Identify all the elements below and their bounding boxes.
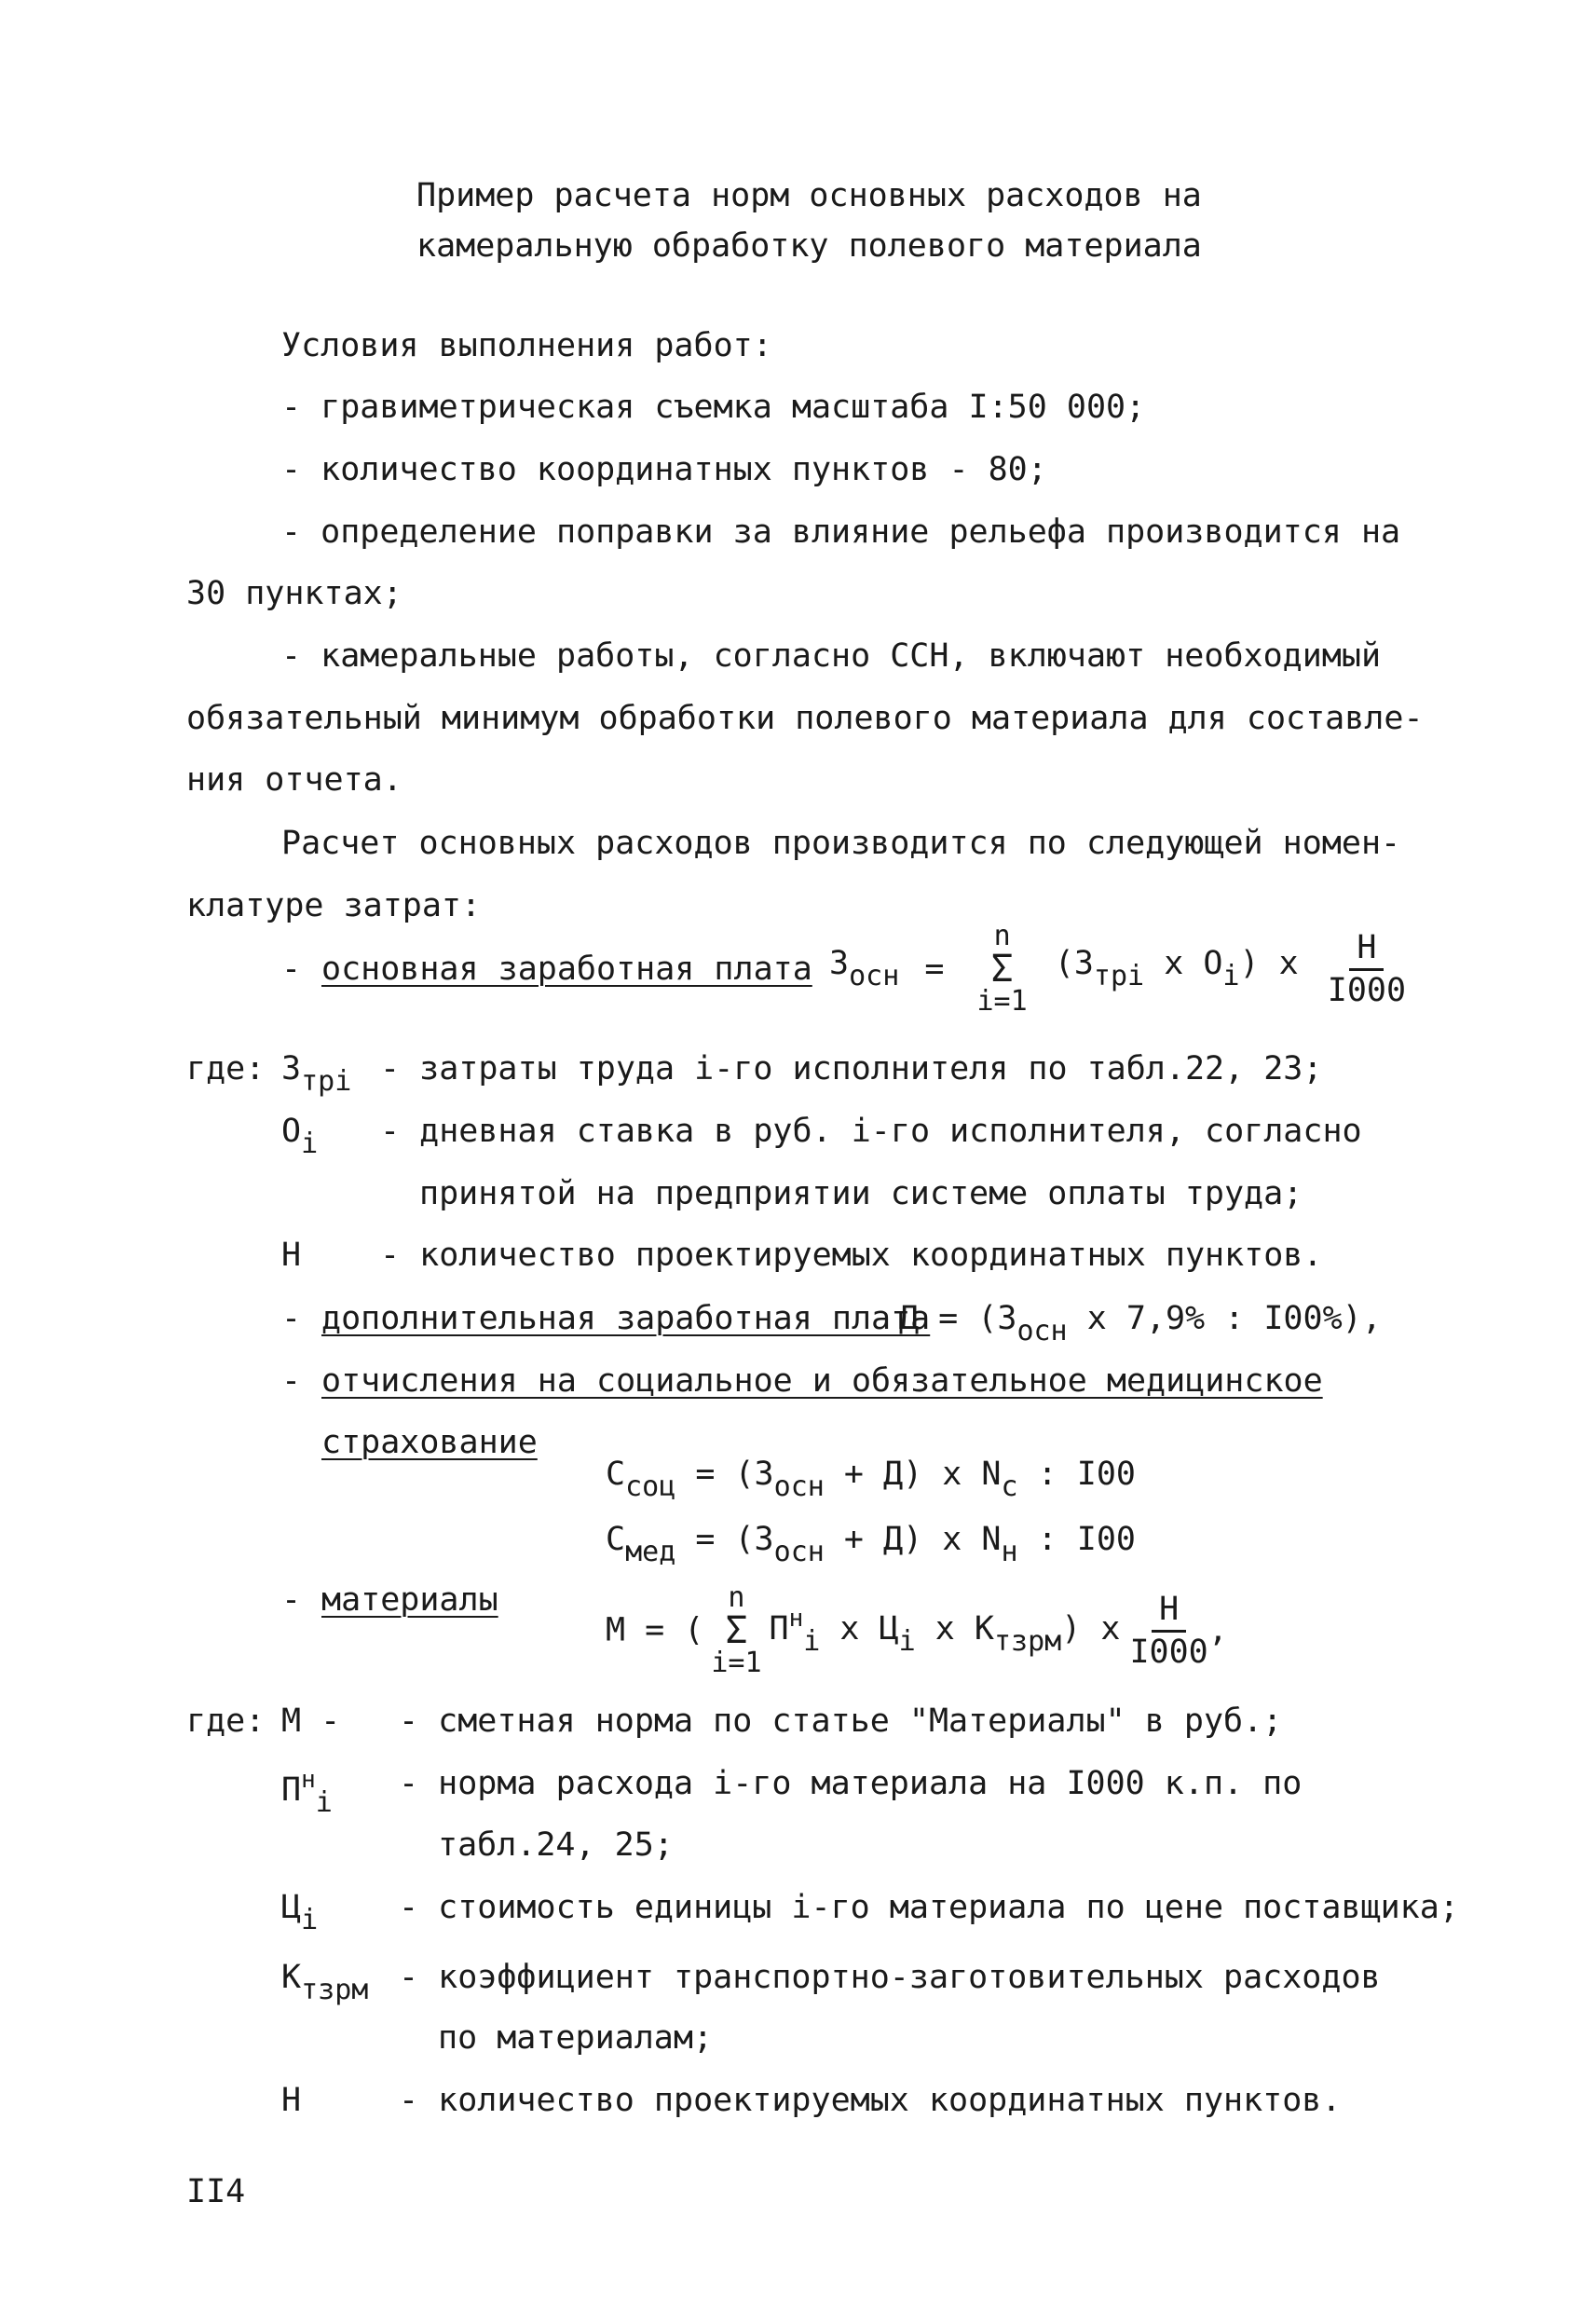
salary-dash: -	[281, 950, 302, 988]
calc-intro-line-2: клатуре затрат:	[186, 887, 482, 924]
where2-h-text: - количество проектируемых координатных пунктов.	[399, 2082, 1342, 2119]
conditions-heading: Условия выполнения работ:	[281, 327, 772, 364]
salary-term: (Зтрi х Оi) х	[1054, 945, 1299, 992]
where2-m-symbol: М -	[281, 1702, 341, 1740]
where2-m-text: - сметная норма по статье "Материалы" в руб.;	[399, 1702, 1283, 1740]
condition-item-3-line-2: 30 пунктах;	[186, 575, 402, 612]
condition-item-2: - количество координатных пунктов - 80;	[281, 451, 1047, 488]
sigma-icon: n Σ i=1	[711, 1581, 762, 1679]
extra-label: дополнительная заработная плата	[321, 1300, 931, 1337]
where2-c-symbol: Цi	[281, 1889, 319, 1936]
where1-o-text-2: принятой на предприятии системе оплаты труда;	[419, 1175, 1303, 1212]
condition-item-1: - гравиметрическая съемка масштаба I:50 000;	[281, 389, 1146, 426]
where1-z-symbol: Зтрi	[281, 1050, 352, 1098]
title-line-1: Пример расчета норм основных расходов на	[416, 177, 1202, 214]
social-formula-2: Смед = (Зосн + Д) х Nн : I00	[606, 1521, 1136, 1568]
where2-p-text-2: табл.24, 25;	[438, 1826, 674, 1864]
social-formula-1: Ссоц = (Зосн + Д) х Nс : I00	[606, 1456, 1136, 1503]
title-line-2: камеральную обработку полевого материала	[416, 227, 1202, 265]
condition-item-3-line-1: - определение поправки за влияние рельефа производится на	[281, 513, 1401, 551]
where2-p-text: - норма расхода i-го материала на I000 к.п. по	[399, 1765, 1303, 1802]
where1-h-symbol: Н	[281, 1237, 302, 1274]
where1-o-text: - дневная ставка в руб. i-го исполнителя, согласно	[380, 1113, 1362, 1150]
condition-item-4-line-3: ния отчета.	[186, 761, 402, 799]
where-label-2: где:	[186, 1702, 266, 1740]
salary-fraction: $\frac{Н}{I000}$	[1327, 928, 1407, 1009]
where2-k-text-2: по материалам;	[438, 2019, 714, 2057]
sigma-icon: n Σ i=1	[976, 920, 1028, 1018]
extra-dash: -	[281, 1300, 302, 1337]
materials-formula: М = ( n Σ i=1 $П^нi$ х Цi х Ктзрм) х $\frac{Н}{I000}$ ,	[606, 1581, 1228, 1679]
where-label-1: где:	[186, 1050, 266, 1087]
where2-k-text: - коэффициент транспортно-заготовительных расходов	[399, 1959, 1381, 1996]
social-dash: -	[281, 1362, 302, 1400]
where2-h-symbol: Н	[281, 2082, 302, 2119]
social-label-line-2: страхование	[321, 1424, 538, 1461]
where1-o-symbol: Оi	[281, 1113, 319, 1160]
materials-dash: -	[281, 1581, 302, 1619]
salary-formula: Зосн = n Σ i=1 (Зтрi х Оi) х $\frac{Н}{I000}$	[829, 920, 1407, 1018]
page-number: II4	[186, 2173, 246, 2210]
condition-item-4-line-2: обязательный минимум обработки полевого материала для составле-	[186, 700, 1424, 737]
materials-label: материалы	[321, 1581, 498, 1619]
extra-formula: Д = (Зосн х 7,9% : I00%),	[899, 1300, 1382, 1347]
condition-item-4-line-1: - камеральные работы, согласно ССН, включают необходимый	[281, 637, 1382, 675]
where1-z-text: - затраты труда i-го исполнителя по табл.22, 23;	[380, 1050, 1323, 1087]
where2-p-symbol: $П^нi$	[281, 1766, 333, 1819]
social-label-line-1: отчисления на социальное и обязательное медицинское	[321, 1362, 1323, 1400]
where2-k-symbol: Ктзрм	[281, 1959, 369, 2006]
salary-label: основная заработная плата	[321, 950, 812, 988]
where1-h-text: - количество проектируемых координатных пунктов.	[380, 1237, 1323, 1274]
where2-c-text: - стоимость единицы i-го материала по цене поставщика;	[399, 1889, 1459, 1926]
materials-fraction: $\frac{Н}{I000}$	[1129, 1590, 1208, 1671]
salary-lhs: Зосн	[829, 945, 900, 992]
calc-intro-line-1: Расчет основных расходов производится по следующей номен-	[281, 825, 1401, 862]
